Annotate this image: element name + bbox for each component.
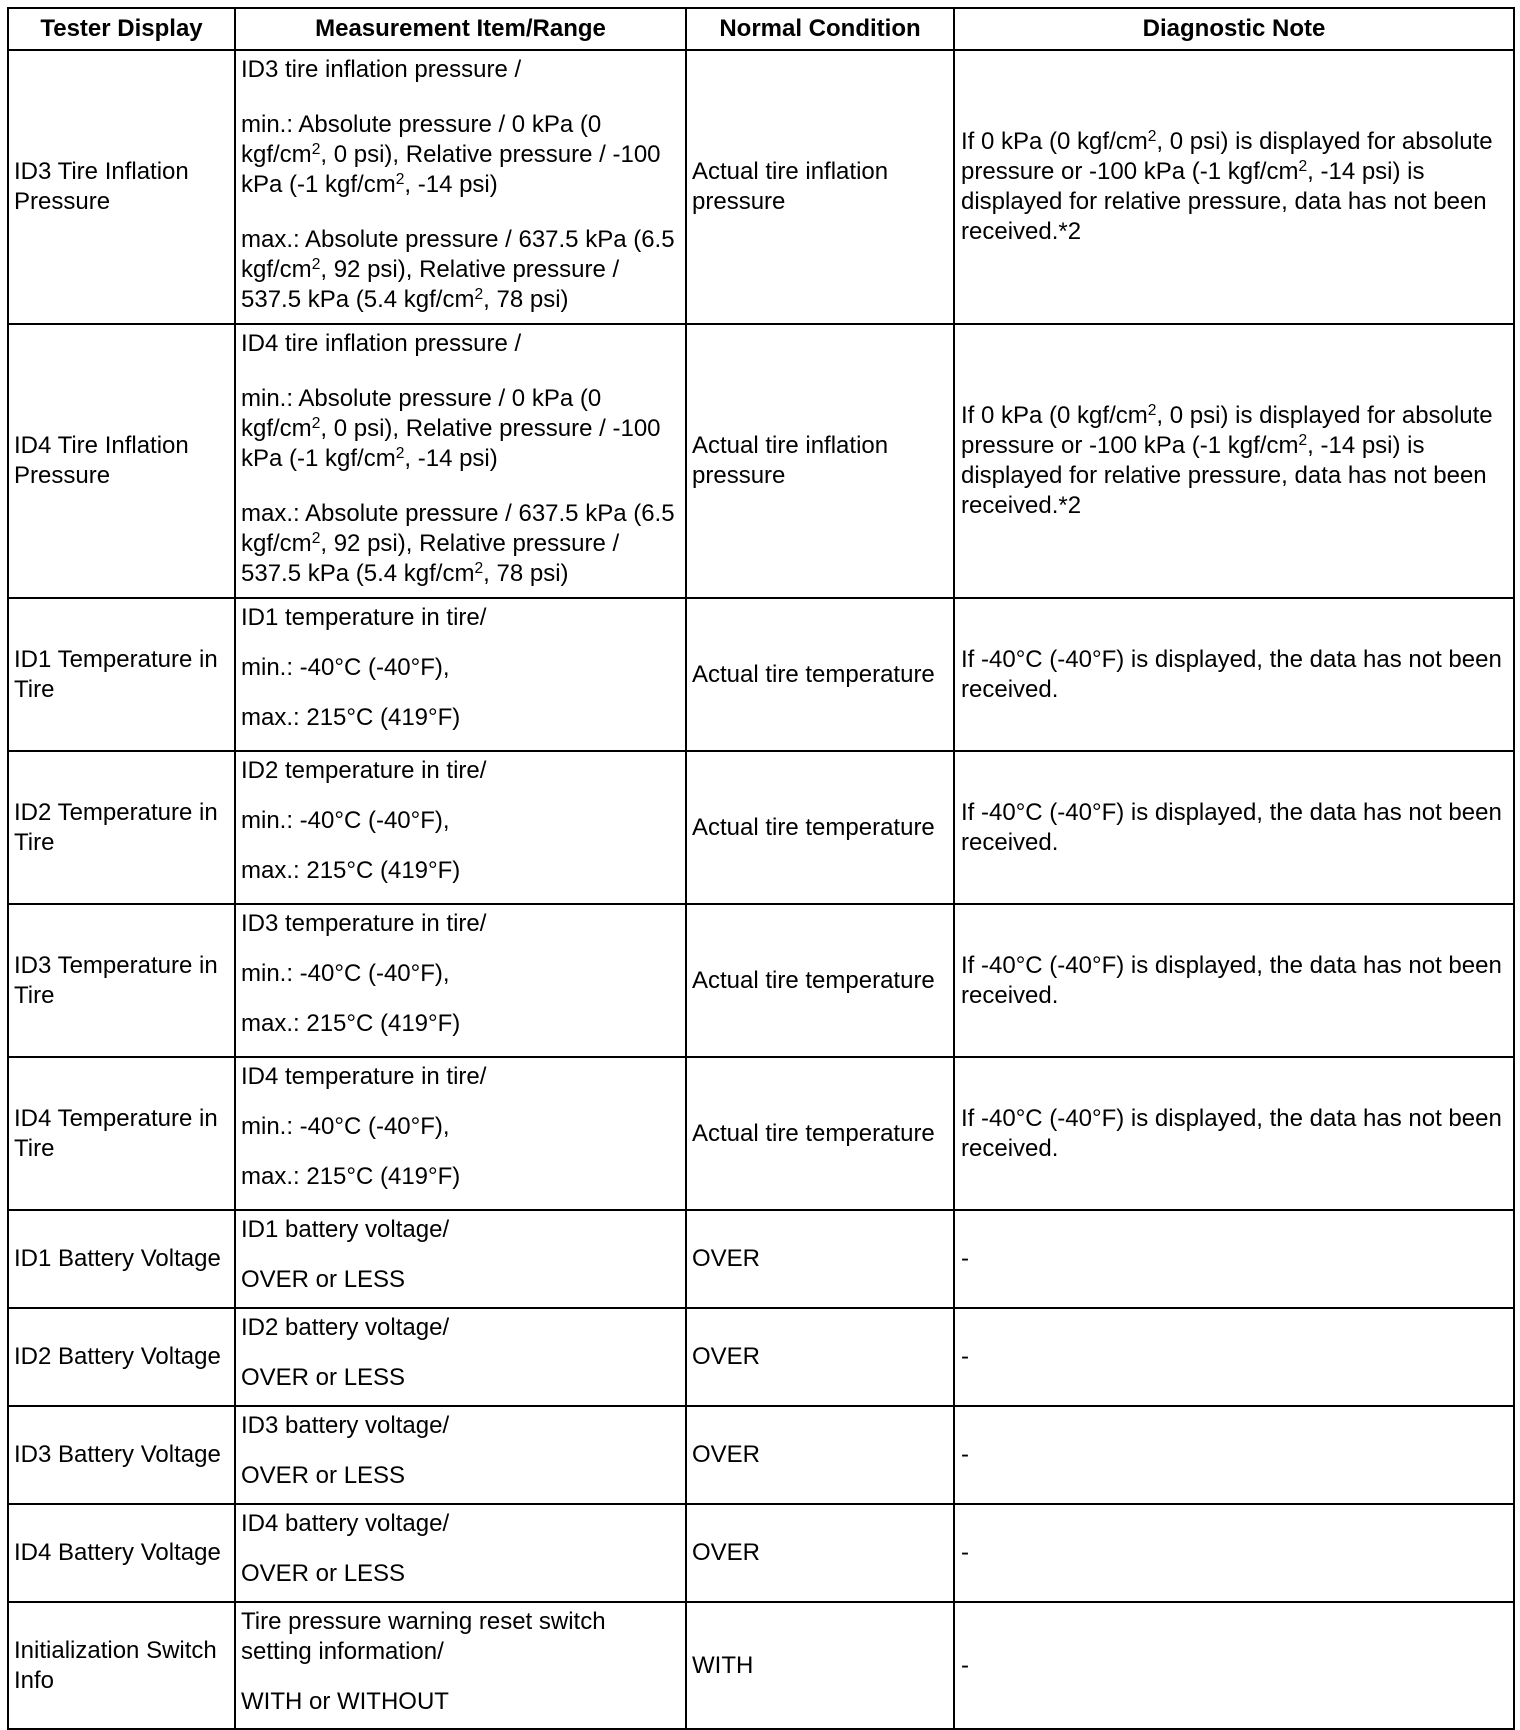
range-line: ID1 temperature in tire/ [241, 604, 487, 631]
range-line: min.: -40°C (-40°F), [241, 960, 450, 987]
range-line: OVER or LESS [241, 1364, 406, 1391]
diagnostic-note-cell: If 0 kPa (0 kgf/$cm^2$, 0 psi) is displayed for absolute pressure or -100 kPa (-1 kgf/$cm^2$, -14 psi) is displayed for relative pressure, data has not been received.*2 [954, 324, 1514, 598]
range-line: ID4 battery voltage/ [241, 1510, 450, 1537]
table-row [8, 324, 1514, 598]
range-line: ID4 tire inflation pressure / [241, 330, 522, 357]
range-line: ID3 tire inflation pressure / [241, 56, 522, 83]
measurement-range-cell [235, 1210, 686, 1308]
range-line: WITH or WITHOUT [241, 1688, 449, 1715]
table-row [8, 751, 1514, 904]
diagnostic-note-cell: - [954, 1602, 1514, 1729]
range-line: min.: -40°C (-40°F), [241, 1113, 450, 1140]
diagnostic-note-cell: If -40°C (-40°F) is displayed, the data has not been received. [954, 904, 1514, 1057]
measurement-range-cell [235, 324, 686, 598]
diagnostic-note-cell: If 0 kPa (0 kgf/$cm^2$, 0 psi) is displayed for absolute pressure or -100 kPa (-1 kgf/$cm^2$, -14 psi) is displayed for relative pressure, data has not been received.*2 [954, 50, 1514, 324]
range-line: max.: 215°C (419°F) [241, 1163, 461, 1190]
normal-condition-cell: WITH [686, 1602, 954, 1729]
normal-condition-cell: Actual tire inflation pressure [686, 324, 954, 598]
range-line: Tire pressure warning reset switch setting information/ [241, 1608, 606, 1665]
measurement-range-cell [235, 1504, 686, 1602]
range-line: min.: -40°C (-40°F), [241, 807, 450, 834]
range-line: ID4 temperature in tire/ [241, 1063, 487, 1090]
header-tester-display: Tester Display [8, 8, 235, 50]
range-line: max.: 215°C (419°F) [241, 857, 461, 884]
normal-condition-cell: Actual tire temperature [686, 751, 954, 904]
table-header-row [8, 8, 1514, 50]
measurement-range-cell [235, 1602, 686, 1729]
range-line: min.: -40°C (-40°F), [241, 654, 450, 681]
range-line: ID3 battery voltage/ [241, 1412, 450, 1439]
tester-display-cell: ID3 Tire Inflation Pressure [8, 50, 235, 324]
table-row [8, 1406, 1514, 1504]
tester-display-cell: ID4 Temperature in Tire [8, 1057, 235, 1210]
normal-condition-cell: Actual tire temperature [686, 904, 954, 1057]
range-line: OVER or LESS [241, 1266, 406, 1293]
measurement-range-cell [235, 598, 686, 751]
tester-display-cell: Initialization Switch Info [8, 1602, 235, 1729]
range-line: max.: 215°C (419°F) [241, 704, 461, 731]
diagnostic-note-cell: - [954, 1504, 1514, 1602]
range-line: max.: 215°C (419°F) [241, 1010, 461, 1037]
diagnostic-note-cell: - [954, 1210, 1514, 1308]
range-line: max.: Absolute pressure / 637.5 kPa (6.5 kgf/$cm^2$, 92 psi), Relative pressure / 537.5 kPa (5.4 kgf/$cm^2$, 78 psi) [241, 500, 675, 587]
measurement-range-cell [235, 751, 686, 904]
normal-condition-cell: OVER [686, 1504, 954, 1602]
diagnostic-note-cell: If -40°C (-40°F) is displayed, the data has not been received. [954, 1057, 1514, 1210]
normal-condition-cell: Actual tire temperature [686, 598, 954, 751]
normal-condition-cell: OVER [686, 1210, 954, 1308]
table-row [8, 1602, 1514, 1729]
range-line: min.: Absolute pressure / 0 kPa (0 kgf/$cm^2$, 0 psi), Relative pressure / -100 kPa (-1 kgf/$cm^2$, -14 psi) [241, 385, 661, 472]
range-line: max.: Absolute pressure / 637.5 kPa (6.5 kgf/$cm^2$, 92 psi), Relative pressure / 537.5 kPa (5.4 kgf/$cm^2$, 78 psi) [241, 226, 675, 313]
measurement-range-cell [235, 1057, 686, 1210]
range-line: min.: Absolute pressure / 0 kPa (0 kgf/$cm^2$, 0 psi), Relative pressure / -100 kPa (-1 kgf/$cm^2$, -14 psi) [241, 111, 661, 198]
normal-condition-cell: OVER [686, 1308, 954, 1406]
header-diagnostic-note: Diagnostic Note [954, 8, 1514, 50]
tester-display-cell: ID2 Temperature in Tire [8, 751, 235, 904]
range-line: OVER or LESS [241, 1560, 406, 1587]
diagnostic-note-cell: - [954, 1308, 1514, 1406]
normal-condition-cell: OVER [686, 1406, 954, 1504]
tester-display-cell: ID2 Battery Voltage [8, 1308, 235, 1406]
table-row [8, 50, 1514, 324]
measurement-range-cell [235, 1406, 686, 1504]
table-row [8, 598, 1514, 751]
measurement-range-cell [235, 904, 686, 1057]
header-measurement-item-range: Measurement Item/Range [235, 8, 686, 50]
tester-display-cell: ID1 Battery Voltage [8, 1210, 235, 1308]
table-row [8, 1308, 1514, 1406]
diagnostic-note-cell: If -40°C (-40°F) is displayed, the data has not been received. [954, 751, 1514, 904]
measurement-range-cell [235, 1308, 686, 1406]
range-line: ID3 temperature in tire/ [241, 910, 487, 937]
tester-display-cell: ID3 Battery Voltage [8, 1406, 235, 1504]
range-line: ID2 temperature in tire/ [241, 757, 487, 784]
diagnostic-note-cell: If -40°C (-40°F) is displayed, the data has not been received. [954, 598, 1514, 751]
header-normal-condition: Normal Condition [686, 8, 954, 50]
table-row [8, 1504, 1514, 1602]
range-line: ID1 battery voltage/ [241, 1216, 450, 1243]
normal-condition-cell: Actual tire temperature [686, 1057, 954, 1210]
diagnostic-note-cell: - [954, 1406, 1514, 1504]
table-row [8, 1210, 1514, 1308]
range-line: OVER or LESS [241, 1462, 406, 1489]
measurement-range-cell [235, 50, 686, 324]
table-row [8, 904, 1514, 1057]
tester-display-cell: ID4 Tire Inflation Pressure [8, 324, 235, 598]
normal-condition-cell: Actual tire inflation pressure [686, 50, 954, 324]
tester-display-cell: ID1 Temperature in Tire [8, 598, 235, 751]
range-line: ID2 battery voltage/ [241, 1314, 450, 1341]
tester-display-cell: ID4 Battery Voltage [8, 1504, 235, 1602]
tester-display-cell: ID3 Temperature in Tire [8, 904, 235, 1057]
table-row [8, 1057, 1514, 1210]
diagnostic-data-table [7, 7, 1515, 1730]
